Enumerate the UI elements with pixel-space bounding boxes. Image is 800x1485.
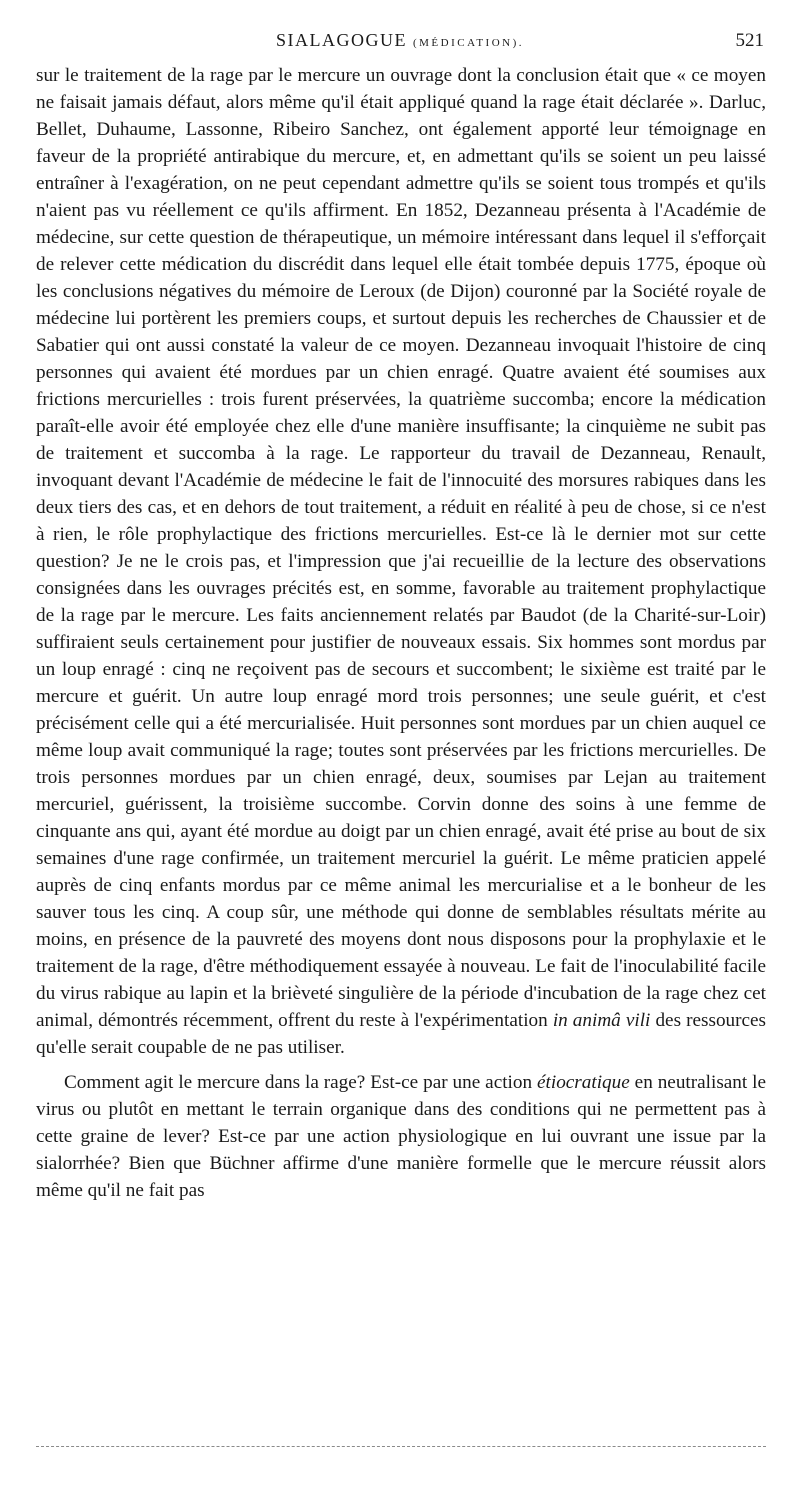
running-head (36, 30, 764, 60)
body-text (36, 62, 766, 1204)
paragraph-1-italic: in animâ vili (552, 1010, 651, 1031)
running-title (36, 30, 764, 51)
running-title-main: SIALAGOGUE (275, 30, 407, 50)
paragraph-2-end: en neutralisant le virus ou plutôt en mettant le terrain organique dans des conditions qui ne permettent pas à cette graine de lever? Est-ce par une action physiologique en lui ouvrant une issue par la sialorrhée? Bien que Büchner affirme d'une manière formelle que le mercure réussit alors même qu'il ne fait pas (36, 1072, 767, 1201)
paragraph-1-end: des ressources qu'elle serait coupable de ne pas utiliser. (36, 1010, 767, 1058)
paragraph-1-text: sur le traitement de la rage par le mercure un ouvrage dont la conclusion était que « ce moyen ne faisait jamais défaut, alors même qu'il était appliqué quand la rage était déclarée ». Darluc, Bellet, Duhaume, Lassonne, Ribeiro Sanchez, ont également apporté leur témoignage en faveur de la propriété antirabique du mercure, et, en admettant qu'ils se soient un peu laissé entraîner à l'exagération, on ne peut cependant admettre qu'ils se soient tous trompés et qu'ils n'aient pas vu réellement ce qu'ils affirment. En 1852, Dezanneau présenta à l'Académie de médecine, sur cette question de thérapeutique, un mémoire intéressant dans lequel il s'efforçait de relever cette médication du discrédit dans lequel elle était tombée depuis 1775, époque où les conclusions négatives du mémoire de Leroux (de Dijon) couronné par la Société royale de médecine lui portèrent les premiers coups, et surtout depuis les recherches de Chaussier et de Sabatier qui ont aussi constaté la valeur de ce moyen. Dezanneau invoquait l'histoire de cinq personnes qui avaient été mordues par un chien enragé. Quatre avaient été soumises aux frictions mercurielles : trois furent préservées, la quatrième succomba; encore la médication paraît-elle avoir été employée chez elle d'une manière insuffisante; la cinquième ne subit pas de traitement et succomba à la rage. Le rapporteur du travail de Dezanneau, Renault, invoquant devant l'Académie de médecine le fait de l'innocuité des morsures rabiques dans les deux tiers des cas, et en dehors de tout traitement, a réduit en réalité à peu de chose, si ce n'est à rien, le rôle prophylactique des frictions mercurielles. Est-ce là le dernier mot sur cette question? Je ne le crois pas, et l'impression que j'ai recueillie de la lecture des observations consignées dans les ouvrages précités est, en somme, favorable au traitement prophylactique de la rage par le mercure. Les faits anciennement relatés par Baudot (de la Charité-sur-Loir) suffiraient seuls certainement pour justifier de nouveaux essais. Six hommes sont mordus par un loup enragé : cinq ne reçoivent pas de secours et succombent; le sixième est traité par le mercure et guérit. Un autre loup enragé mord trois personnes; une seule guérit, et c'est précisément celle qui a été mercurialisée. Huit personnes sont mordues par un chien auquel ce même loup avait communiqué la rage; toutes sont préservées par les frictions mercurielles. De trois personnes mordues par un chien enragé, deux, soumises par Lejan au traitement mercuriel, guérissent, la troisième succombe. Corvin donne des soins à une femme de cinquante ans qui, ayant été mordue au doigt par un chien enragé, avait été prise au bout de six semaines d'une rage confirmée, un traitement mercuriel la guérit. Le même praticien appelé auprès de cinq enfants mordus par ce même animal les mercurialise et a le bonheur de les sauver tous les cinq. A coup sûr, une méthode qui donne de semblables résultats mérite au moins, en présence de la pauvreté des moyens dont nous disposons pour la prophylaxie et le traitement de la rage, d'être méthodiquement essayée à nouveau. Le fait de l'inoculabilité facile du virus rabique au lapin et la brièveté singulière de la période d'incubation de la rage chez cet animal, démontrés récemment, offrent du reste à l'expérimentation (36, 65, 766, 1031)
running-title-sub: (MÉDICATION). (412, 37, 524, 49)
paragraph-1 (36, 62, 766, 1061)
paragraph-2 (36, 1069, 766, 1204)
paragraph-2-italic: étiocratique (537, 1072, 630, 1093)
page-number: 521 (735, 30, 764, 51)
paragraph-2-text: Comment agit le mercure dans la rage? Est-ce par une action (64, 1072, 533, 1093)
footer-rule (36, 1446, 766, 1447)
